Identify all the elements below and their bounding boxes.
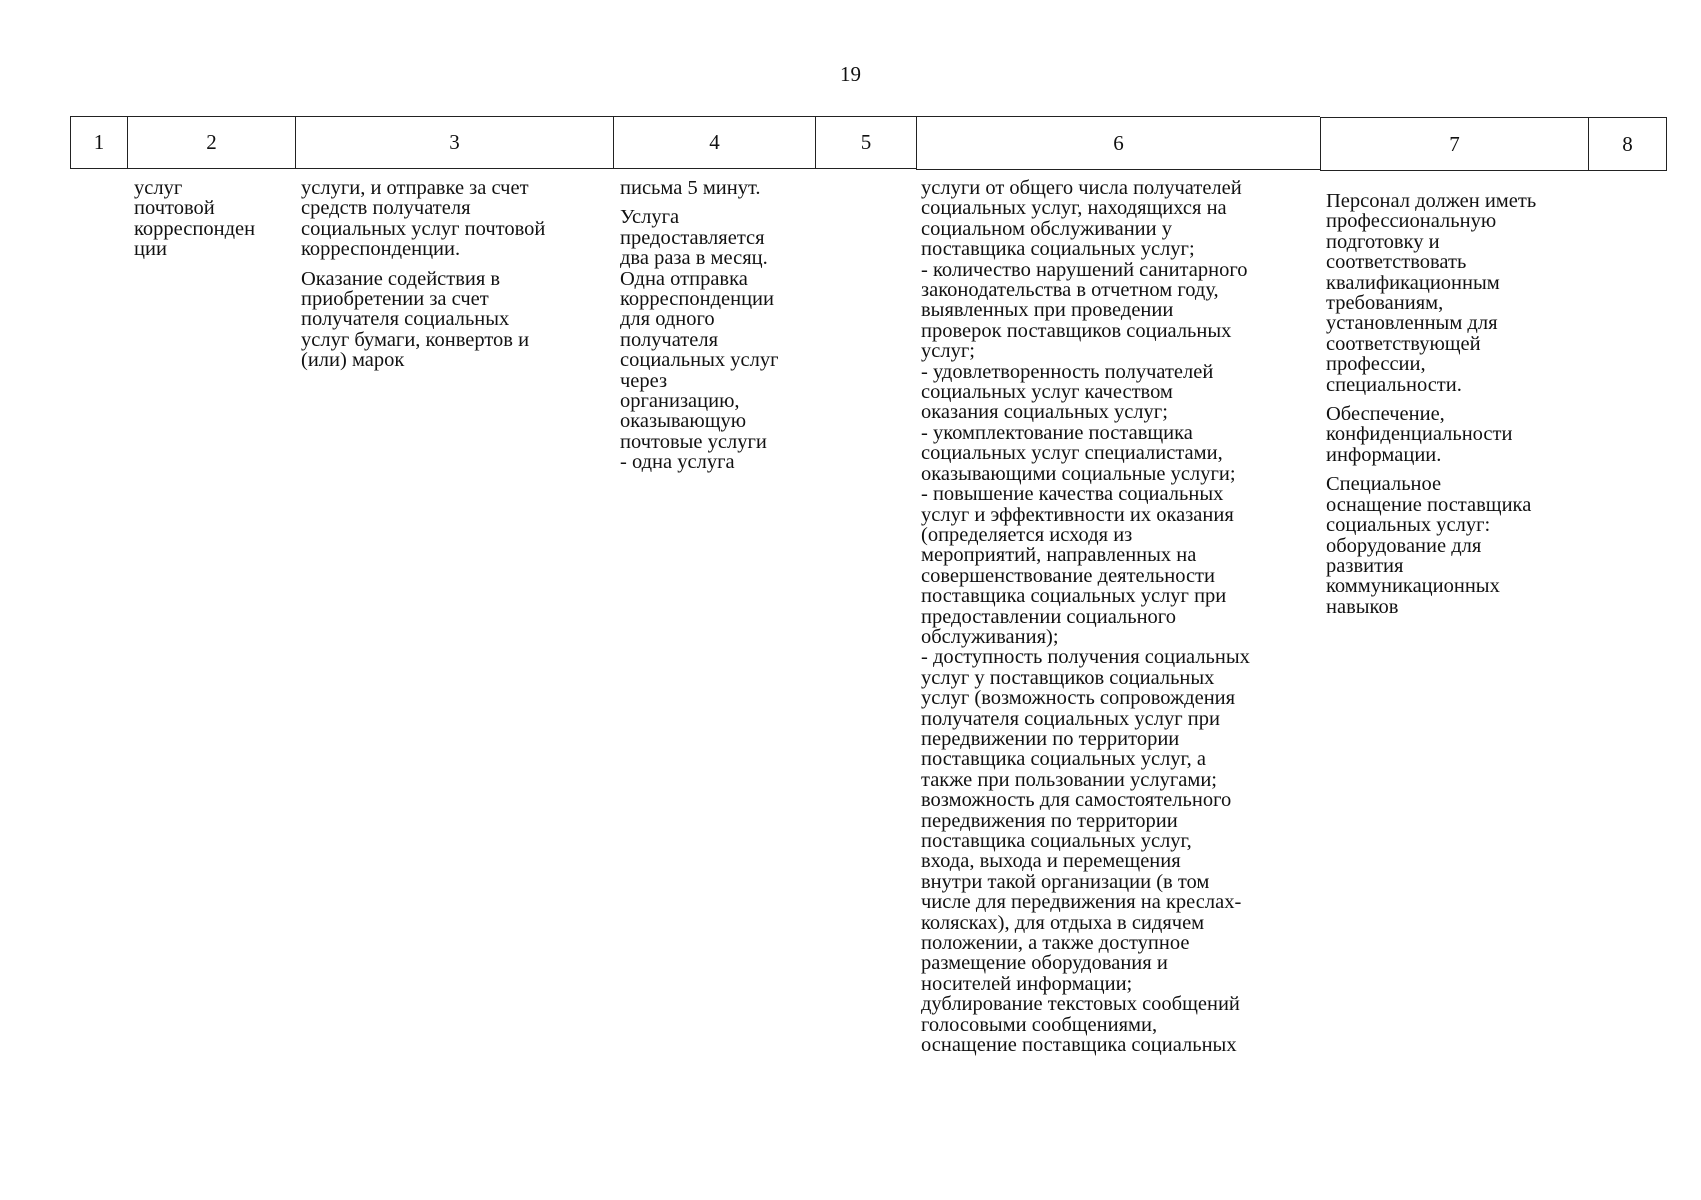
text-line: получателя — [620, 328, 719, 351]
text-line: оснащение поставщика социальных — [921, 1034, 1237, 1057]
text-line: социальных услуг качеством — [921, 381, 1173, 404]
text-line: передвижения по территории — [921, 809, 1178, 832]
paragraph — [620, 207, 779, 472]
text-line: установленным для — [1326, 312, 1498, 335]
text-line: услуг бумаги, конвертов и — [301, 328, 530, 351]
header-cell-5: 5 — [815, 116, 916, 169]
text-line: - доступность получения социальных — [921, 646, 1250, 669]
text-line: голосовыми сообщениями, — [921, 1013, 1158, 1036]
column-4-content — [620, 178, 779, 473]
text-line: выявленных при проведении — [921, 299, 1174, 322]
text-line: профессии, — [1326, 353, 1426, 376]
text-line: профессиональную — [1326, 210, 1497, 233]
text-line: почтовой — [134, 197, 215, 220]
text-line: положении, а также доступное — [921, 932, 1190, 955]
header-cell-2: 2 — [127, 116, 295, 169]
text-line: мероприятий, направленных на — [921, 544, 1197, 567]
text-line: социальных услуг: — [1326, 514, 1491, 537]
text-line: носителей информации; — [921, 972, 1133, 995]
text-line: социальных услуг — [620, 349, 779, 372]
text-line: средств получателя — [301, 197, 471, 220]
text-line: Услуга — [620, 206, 680, 229]
header-cell-3: 3 — [295, 116, 613, 169]
text-line: дублирование текстовых сообщений — [921, 993, 1240, 1016]
text-line: корреспонденции. — [301, 238, 461, 261]
text-line: законодательства в отчетном году, — [921, 279, 1219, 302]
text-line: совершенствование деятельности — [921, 564, 1215, 587]
text-line: социальных услуг специалистами, — [921, 442, 1223, 465]
text-line: оснащение поставщика — [1326, 493, 1532, 516]
text-line: также при пользовании услугами; — [921, 768, 1217, 791]
text-line: два раза в месяц. — [620, 247, 768, 270]
text-line: размещение оборудования и — [921, 952, 1168, 975]
text-line: услуги, и отправке за счет — [301, 177, 529, 199]
text-line: требованиям, — [1326, 292, 1444, 315]
text-line: услуг и эффективности их оказания — [921, 503, 1234, 526]
text-line: ции — [134, 238, 167, 261]
text-line: Одна отправка — [620, 267, 748, 290]
paragraph — [134, 178, 255, 260]
text-line: получателя социальных — [301, 308, 510, 331]
text-line: предоставлении социального — [921, 605, 1176, 628]
text-line: корреспонденции — [620, 288, 774, 311]
text-line: квалификационным — [1326, 271, 1500, 294]
text-line: приобретении за счет — [301, 288, 489, 311]
header-cell-4: 4 — [613, 116, 815, 169]
text-line: Обеспечение, — [1326, 403, 1445, 426]
paragraph — [1326, 404, 1536, 465]
text-line: - укомплектование поставщика — [921, 421, 1193, 444]
text-line: предоставляется — [620, 226, 765, 249]
text-line: организацию, — [620, 390, 740, 413]
text-line: информации. — [1326, 443, 1442, 466]
text-line: социальных услуг почтовой — [301, 217, 546, 240]
paragraph — [301, 269, 545, 371]
text-line: навыков — [1326, 595, 1399, 618]
paragraph — [1326, 474, 1536, 617]
text-line: поставщика социальных услуг при — [921, 585, 1227, 608]
paragraph — [921, 178, 1250, 1055]
text-line: Персонал должен иметь — [1326, 190, 1537, 212]
text-line: подготовку и — [1326, 230, 1440, 253]
text-line: возможность для самостоятельного — [921, 789, 1232, 812]
text-line: через — [620, 369, 668, 392]
text-line: развития — [1326, 554, 1404, 577]
text-line: - повышение качества социальных — [921, 483, 1224, 506]
text-line: письма 5 минут. — [620, 177, 761, 199]
text-line: (или) марок — [301, 349, 405, 372]
text-line: колясках), для отдыха в сидячем — [921, 911, 1205, 934]
text-line: соответствующей — [1326, 332, 1481, 355]
column-2-content — [134, 178, 255, 260]
text-line: оказывающими социальные услуги; — [921, 462, 1236, 485]
text-line: передвижении по территории — [921, 727, 1180, 750]
header-cell-8: 8 — [1588, 117, 1667, 171]
text-line: обслуживания); — [921, 625, 1059, 648]
column-7-content — [1326, 191, 1536, 617]
header-cell-6: 6 — [916, 116, 1320, 170]
text-line: социальных услуг, находящихся на — [921, 197, 1227, 220]
text-line: - количество нарушений санитарного — [921, 258, 1248, 281]
text-line: оказания социальных услуг; — [921, 401, 1168, 424]
text-line: оборудование для — [1326, 534, 1482, 557]
text-line: услуги от общего числа получателей — [921, 177, 1242, 199]
paragraph — [620, 178, 779, 198]
text-line: - одна услуга — [620, 451, 735, 474]
text-line: услуг; — [921, 340, 975, 363]
text-line: оказывающую — [620, 410, 747, 433]
text-line: поставщика социальных услуг; — [921, 238, 1195, 261]
text-line: услуг у поставщиков социальных — [921, 666, 1215, 689]
column-6-content — [921, 178, 1250, 1055]
text-line: входа, выхода и перемещения — [921, 850, 1181, 873]
text-line: - удовлетворенность получателей — [921, 360, 1214, 383]
text-line: коммуникационных — [1326, 575, 1500, 598]
text-line: (определяется исходя из — [921, 523, 1133, 546]
text-line: для одного — [620, 308, 715, 331]
header-cell-1: 1 — [70, 116, 127, 169]
text-line: специальности. — [1326, 373, 1462, 396]
text-line: внутри такой организации (в том — [921, 870, 1210, 893]
text-line: почтовые услуги — [620, 430, 767, 453]
text-line: соответствовать — [1326, 251, 1467, 274]
text-line: получателя социальных услуг при — [921, 707, 1220, 730]
text-line: услуг — [134, 177, 183, 199]
column-3-content — [301, 178, 545, 371]
text-line: услуг (возможность сопровождения — [921, 687, 1236, 710]
text-line: поставщика социальных услуг, а — [921, 748, 1206, 771]
text-line: проверок поставщиков социальных — [921, 319, 1232, 342]
text-line: социальном обслуживании у — [921, 217, 1172, 240]
text-line: Специальное — [1326, 473, 1442, 496]
text-line: корреспонден — [134, 217, 256, 240]
text-line: конфиденциальности — [1326, 423, 1513, 446]
text-line: числе для передвижения на креслах- — [921, 891, 1242, 914]
text-line: Оказание содействия в — [301, 267, 501, 290]
page-number: 19 — [840, 62, 861, 86]
paragraph — [301, 178, 545, 260]
header-cell-7: 7 — [1320, 117, 1588, 171]
text-line: поставщика социальных услуг, — [921, 830, 1192, 852]
paragraph — [1326, 191, 1536, 395]
